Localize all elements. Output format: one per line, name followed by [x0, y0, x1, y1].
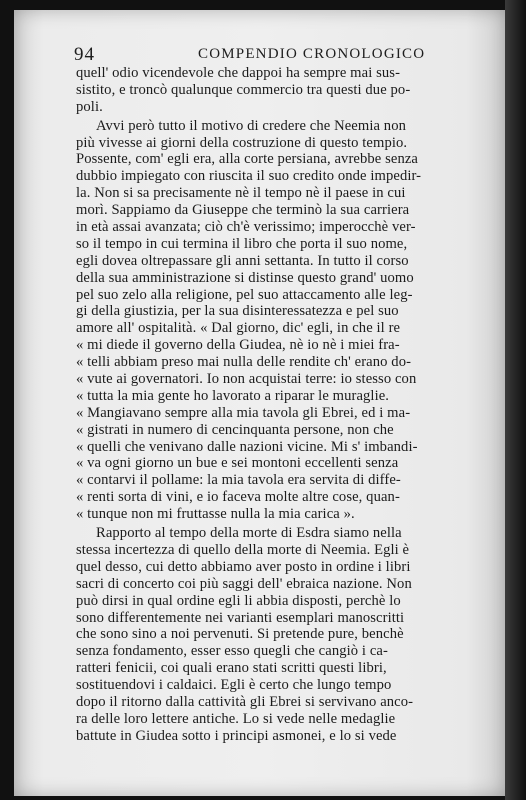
text-line: « vute ai governatori. Io non acquistai terre: io stesso con [76, 371, 417, 388]
text-line: dopo il ritorno dalla cattività gli Ebrei si servivano anco- [76, 693, 414, 710]
paragraph [76, 118, 468, 523]
text-line: dubbio impiegato con riuscita il suo credito onde impedir- [76, 168, 422, 185]
page-number: 94 [74, 44, 95, 65]
text-line: la. Non si sa precisamente nè il tempo nè il paese in cui [76, 185, 406, 202]
text-line: senza fondamento, esser esso quegli che cangiò i ca- [76, 643, 388, 660]
running-title: COMPENDIO CRONOLOGICO [198, 46, 426, 62]
text-line: Possente, com' egli era, alla corte persiana, avrebbe senza [76, 151, 419, 168]
text-line: che sono sino a noi pervenuti. Si pretende pure, benchè [76, 626, 404, 643]
text-line: ratteri fenicii, coi quali erano stati scritti questi libri, [76, 660, 387, 677]
body-text [76, 65, 468, 745]
text-line: pel suo zelo alla religione, pel suo attaccamento alle leg- [76, 286, 413, 303]
text-line: della sua amministrazione si distinse questo grand' uomo [76, 269, 414, 286]
paragraph [76, 65, 468, 116]
text-line: « contarvi il pollame: la mia tavola era servita di diffe- [76, 472, 401, 489]
text-line: « mi diede il governo della Giudea, nè io nè i miei fra- [76, 337, 400, 354]
text-line: quell' odio vicendevole che dappoi ha sempre mai sus- [76, 65, 401, 81]
text-line: sacri di concerto coi più saggi dell' ebraica nazione. Non [76, 575, 412, 592]
text-line: battute in Giudea sotto i principi asmonei, e lo si vede [76, 727, 397, 744]
text-line: morì. Sappiamo da Giuseppe che terminò la sua carriera [76, 202, 410, 219]
text-line: Rapporto al tempo della morte di Esdra siamo nella [96, 525, 402, 542]
text-line: ra delle loro lettere antiche. Lo si vede nelle medaglie [76, 710, 396, 727]
text-line: quel desso, cui detto abbiamo aver posto in ordine i libri [76, 558, 411, 575]
text-line: Avvi però tutto il motivo di credere che Neemia non [96, 117, 406, 134]
text-line: « gistrati in numero di cencinquanta persone, non che [76, 421, 394, 438]
page-header [74, 44, 470, 66]
text-line: può dirsi in qual ordine egli li abbia disposti, perchè lo [76, 592, 401, 609]
text-line: amore all' ospitalità. « Dal giorno, dic' egli, in che il re [76, 320, 401, 337]
paragraph [76, 525, 468, 745]
book-spine-edge [505, 0, 526, 800]
text-line: in età assai avanzata; ciò ch'è verissimo; imperocchè ver- [76, 219, 416, 236]
text-line: poli. [76, 98, 103, 115]
text-line: « va ogni giorno un bue e sei montoni eccellenti senza [76, 455, 399, 472]
text-line: sostituendovi i caldaici. Egli è certo che lungo tempo [76, 677, 392, 694]
text-line: gi della giustizia, per la sua disinteressatezza e pel suo [76, 303, 399, 320]
text-line: « Mangiavano sempre alla mia tavola gli Ebrei, ed i ma- [76, 404, 411, 421]
text-line: « renti sorta di vini, e io faceva molte altre cose, quan- [76, 489, 400, 506]
text-line: sistito, e troncò qualunque commercio tra questi due po- [76, 81, 411, 98]
text-line: stessa incertezza di quello della morte di Neemia. Egli è [76, 541, 410, 558]
text-line: « tutta la mia gente ho lavorato a riparar le muraglie. [76, 387, 390, 404]
text-line: « tunque non mi fruttasse nulla la mia carica ». [76, 506, 355, 523]
text-line: « quelli che venivano dalle nazioni vicine. Mi s' imbandi- [76, 438, 418, 455]
text-line: so il tempo in cui termina il libro che porta il suo nome, [76, 235, 408, 252]
text-line: più vivesse ai giorni della costruzione di questo tempio. [76, 134, 408, 151]
text-line: « telli abbiam preso mai nulla delle rendite ch' erano do- [76, 354, 412, 371]
text-line: egli dovea oltrepassare gli anni settanta. In tutto il corso [76, 252, 409, 269]
text-line: sono differentemente nei varianti esemplari manoscritti [76, 609, 405, 626]
